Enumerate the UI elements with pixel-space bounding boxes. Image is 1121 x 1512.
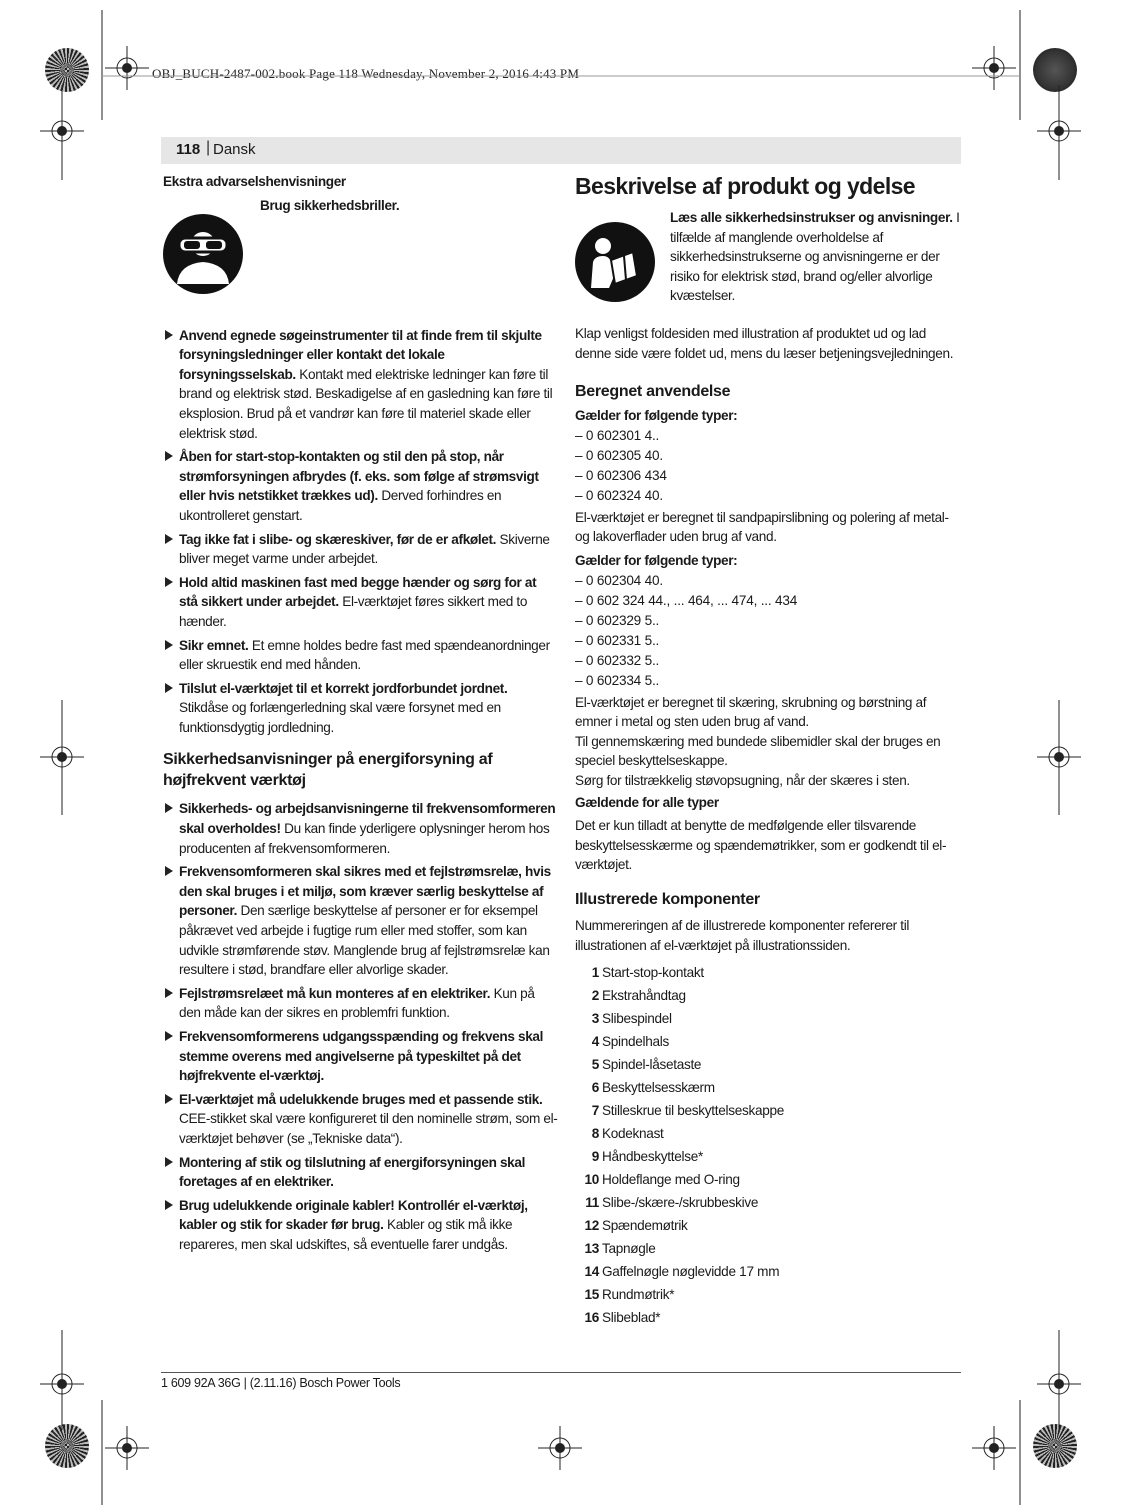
bullet-bold-text: Åben for start-stop-kontakten og stil den på stop, når strømforsyningen afbrydes (f. eks. som følge af strømsvigt eller hvis netstikket trækkes ud).: [179, 449, 539, 504]
component-item: [575, 1145, 961, 1168]
page-number: 118: [176, 141, 201, 158]
bullet-arrow-icon: [165, 1031, 173, 1041]
bullet-bold-text: Fejlstrømsrelæet må kun monteres af en elektriker.: [179, 985, 491, 1001]
type-item: – 0 602329 5..: [575, 612, 660, 628]
components-list: [575, 961, 961, 1329]
file-line-rule: [102, 75, 1020, 77]
component-number: 7: [591, 1103, 599, 1119]
bullet-arrow-icon: [165, 683, 173, 693]
read-instructions-paragraph: [670, 208, 960, 306]
component-label: Holdeflange med O-ring: [602, 1172, 740, 1188]
bullet-arrow-icon: [165, 803, 173, 813]
read-manual-icon: [575, 222, 655, 302]
bullet-bold-text: Hold altid maskinen fast med begge hænder og sørg for at stå sikkert under arbejdet.: [179, 574, 537, 610]
bullet-item: [163, 1090, 558, 1149]
component-number: 4: [591, 1034, 599, 1050]
bullet-item: [163, 1196, 558, 1255]
energy-bullet-list: [163, 799, 558, 1254]
bullet-text: Den særlige beskyttelse af personer er for eksempel påkrævet ved arbejde i fugtige rum eller med stoffer, som kan udvikle strømførende støv. Manglende brug af fejlstrømsrelæ kan resultere i stød, brandfare eller alvorlige skader.: [179, 903, 550, 978]
all-types-text: Det er kun tilladt at benytte de medfølgende eller tilsvarende beskyttelsesskærme og spændemøtrikker, som er godkendt til el-værktøjet.: [575, 818, 947, 873]
component-label: Gaffelnøgle nøglevidde 17 mm: [602, 1264, 780, 1280]
type-list-2: [575, 571, 961, 691]
type-item: – 0 602304 40.: [575, 572, 663, 588]
bullet-bold-text: Brug udelukkende originale kabler! Kontrollér el-værktøj, kabler og stik for skader før brug.: [179, 1197, 528, 1233]
bullet-arrow-icon: [165, 534, 173, 544]
goggles-caption: Brug sikkerhedsbriller.: [260, 197, 400, 213]
component-item: [575, 1076, 961, 1099]
language-label: Dansk: [213, 141, 256, 158]
bullet-item: [163, 862, 558, 980]
bullet-text: El-værktøjet føres sikkert med to hænder.: [179, 594, 528, 629]
component-number: 13: [584, 1241, 599, 1257]
bullet-item: [163, 573, 558, 632]
footer-rule: [161, 1372, 961, 1373]
component-label: Beskyttelsesskærm: [602, 1080, 715, 1096]
component-number: 2: [591, 988, 599, 1004]
component-label: Ekstrahåndtag: [602, 988, 686, 1004]
bullet-bold-text: Sikr emnet.: [179, 637, 249, 653]
bullet-bold-text: Anvend egnede søgeinstrumenter til at finde frem til skjulte forsyningsledninger eller kontakt det lokale forsyningsselskab.: [179, 327, 542, 382]
component-label: Spændemøtrik: [602, 1218, 688, 1234]
type-item: – 0 602305 40.: [575, 447, 663, 463]
type-item: – 0 602 324 44., ... 464, ... 474, ... 434: [575, 592, 798, 608]
bullet-item: [163, 984, 558, 1023]
component-item: [575, 1260, 961, 1283]
component-number: 10: [584, 1172, 599, 1188]
extra-warnings-heading: Ekstra advarselshenvisninger: [163, 174, 346, 189]
applies-heading-2: Gælder for følgende typer:: [575, 552, 738, 568]
type-item: – 0 602331 5..: [575, 632, 660, 648]
bullet-arrow-icon: [165, 988, 173, 998]
bullet-item: [163, 530, 558, 569]
component-label: Slibespindel: [602, 1011, 672, 1027]
bullet-text: Kun på den måde kan der sikres en problemfri funktion.: [179, 985, 535, 1021]
component-number: 9: [591, 1149, 599, 1165]
applies-heading-1: Gælder for følgende typer:: [575, 408, 738, 424]
components-heading: Illustrerede komponenter: [575, 890, 760, 908]
component-number: 11: [585, 1195, 599, 1211]
left-column: [163, 172, 558, 1259]
component-label: Tapnøgle: [602, 1241, 656, 1257]
header-separator: |: [206, 139, 211, 156]
bullet-item: [163, 447, 558, 525]
component-label: Slibeblad*: [602, 1310, 661, 1326]
intended-use-heading: Beregnet anvendelse: [575, 383, 731, 401]
component-number: 1: [591, 965, 599, 981]
component-number: 5: [591, 1057, 599, 1073]
bullet-text: Kabler og stik må ikke repareres, men skal udskiftes, så eventuelle farer undgås.: [179, 1217, 513, 1252]
component-label: Spindel-låsetaste: [602, 1057, 702, 1073]
page-footer: 1 609 92A 36G | (2.11.16) Bosch Power Tools: [161, 1376, 401, 1390]
intended-use-text-2c: Sørg for tilstrækkelig støvopsugning, når der skæres i sten.: [575, 772, 910, 788]
component-label: Stilleskrue til beskyttelseskappe: [602, 1103, 785, 1119]
safety-goggles-icon: [163, 214, 243, 294]
type-item: – 0 602332 5..: [575, 652, 660, 668]
intended-use-text-2a: El-værktøjet er beregnet til skæring, skrubning og børstning af emner i metal og sten uden brug af vand.: [575, 694, 927, 730]
bullet-text: CEE-stikket skal være konfigureret til den nominelle strøm, som el-værktøjet behøver (se „Tekniske data“).: [179, 1111, 558, 1146]
type-item: – 0 602306 434: [575, 467, 667, 483]
page-header: [161, 137, 961, 164]
type-item: – 0 602301 4..: [575, 427, 660, 443]
bullet-bold-text: Tag ikke fat i slibe- og skæreskiver, før de er afkølet.: [179, 531, 497, 547]
bullet-arrow-icon: [165, 451, 173, 461]
component-label: Slibe-/skære-/skrubbeskive: [602, 1195, 759, 1211]
intended-use-text-2b: Til gennemskæring med bundede slibemidler skal der bruges en speciel beskyttelseskappe.: [575, 733, 941, 769]
bullet-arrow-icon: [165, 1094, 173, 1104]
safety-bullet-list: [163, 326, 558, 738]
bullet-item: [163, 1027, 558, 1086]
fold-out-paragraph: Klap venligst foldesiden med illustration af produktet ud og lad denne side være foldet ud, mens du læser betjeningsvejledningen.: [575, 326, 954, 361]
bullet-item: [163, 679, 558, 738]
component-number: 6: [591, 1080, 599, 1096]
bullet-text: Derved forhindres en ukontrolleret genstart.: [179, 488, 502, 523]
page-title: Beskrivelse af produkt og ydelse: [575, 173, 915, 199]
component-item: [575, 1306, 961, 1329]
component-number: 15: [584, 1287, 599, 1303]
bullet-text: Et emne holdes bedre fast med spændeanordninger eller skruestik end med hånden.: [179, 637, 550, 673]
bullet-arrow-icon: [165, 330, 173, 340]
component-item: [575, 984, 961, 1007]
component-item: [575, 1030, 961, 1053]
bullet-arrow-icon: [165, 577, 173, 587]
intended-use-text-1: El-værktøjet er beregnet til sandpapirslibning og polering af metal- og lakoverflader uden brug af vand.: [575, 509, 949, 545]
bullet-item: [163, 326, 558, 444]
bullet-bold-text: Sikkerheds- og arbejdsanvisningerne til frekvensomformeren skal overholdes!: [179, 801, 556, 837]
bullet-item: [163, 799, 558, 858]
component-label: Kodeknast: [602, 1126, 664, 1142]
component-item: [575, 1214, 961, 1237]
component-label: Rundmøtrik*: [602, 1287, 675, 1303]
component-item: [575, 1122, 961, 1145]
component-number: 8: [591, 1126, 599, 1142]
bullet-item: [163, 1153, 558, 1192]
component-number: 3: [591, 1011, 599, 1027]
bullet-bold-text: Tilslut el-værktøjet til et korrekt jordforbundet jordnet.: [179, 680, 508, 696]
read-instructions-bold: Læs alle sikkerhedsinstrukser og anvisninger.: [670, 210, 953, 225]
component-label: Håndbeskyttelse*: [602, 1149, 703, 1165]
type-item: – 0 602324 40.: [575, 487, 663, 503]
bullet-arrow-icon: [165, 640, 173, 650]
all-types-heading: Gældende for alle typer: [575, 794, 719, 810]
component-item: [575, 1237, 961, 1260]
file-info-line: OBJ_BUCH-2487-002.book Page 118 Wednesday, November 2, 2016 4:43 PM: [152, 66, 580, 81]
component-item: [575, 961, 961, 984]
bullet-text: Stikdåse og forlængerledning skal være forsynet med en funktionsdygtig jordledning.: [179, 700, 501, 735]
bullet-arrow-icon: [165, 866, 173, 876]
bullet-text: Du kan finde yderligere oplysninger herom hos producenten af frekvensomformeren.: [179, 821, 550, 856]
bullet-bold-text: El-værktøjet må udelukkende bruges med et passende stik.: [179, 1091, 543, 1107]
component-item: [575, 1007, 961, 1030]
component-item: [575, 1283, 961, 1306]
component-number: 16: [584, 1310, 599, 1326]
bullet-bold-text: Montering af stik og tilslutning af energiforsyningen skal foretages af en elektriker.: [179, 1154, 526, 1190]
read-instructions-text: I tilfælde af manglende overholdelse af sikkerhedsinstrukserne og anvisningerne er der risiko for elektrisk stød, brand og/eller alvorlige kvæstelser.: [670, 210, 960, 304]
type-list-1: [575, 426, 961, 506]
component-label: Start-stop-kontakt: [602, 965, 704, 981]
bullet-item: [163, 636, 558, 675]
bullet-bold-text: Frekvensomformeren skal sikres med et fejlstrømsrelæ, hvis den skal bruges i et miljø, som kræver særlig beskyttelse af personer.: [179, 864, 551, 919]
component-number: 14: [584, 1264, 599, 1280]
bullet-arrow-icon: [165, 1157, 173, 1167]
component-number: 12: [584, 1218, 599, 1234]
right-column: [575, 172, 961, 1329]
component-item: [575, 1053, 961, 1076]
type-item: – 0 602334 5..: [575, 672, 660, 688]
component-label: Spindelhals: [602, 1034, 669, 1050]
component-item: [575, 1191, 961, 1214]
section-heading-energy: Sikkerhedsanvisninger på energiforsyning af højfrekvent værktøj: [163, 751, 493, 790]
bullet-text: Kontakt med elektriske ledninger kan føre til brand og elektrisk stød. Beskadigelse af en gasledning kan føre til eksplosion. Brud på et vandrør kan føre til materiel skade eller elektrisk stød.: [179, 366, 553, 441]
bullet-text: Skiverne bliver meget varme under arbejdet.: [179, 531, 550, 567]
component-item: [575, 1099, 961, 1122]
bullet-arrow-icon: [165, 1200, 173, 1210]
bullet-bold-text: Frekvensomformerens udgangsspænding og frekvens skal stemme overens med angivelserne på typeskiltet på det højfrekvente el-værktøj.: [179, 1029, 544, 1084]
component-item: [575, 1168, 961, 1191]
components-intro: Nummereringen af de illustrerede komponenter refererer til illustrationen af el-værktøjet på illustrationssiden.: [575, 917, 910, 953]
